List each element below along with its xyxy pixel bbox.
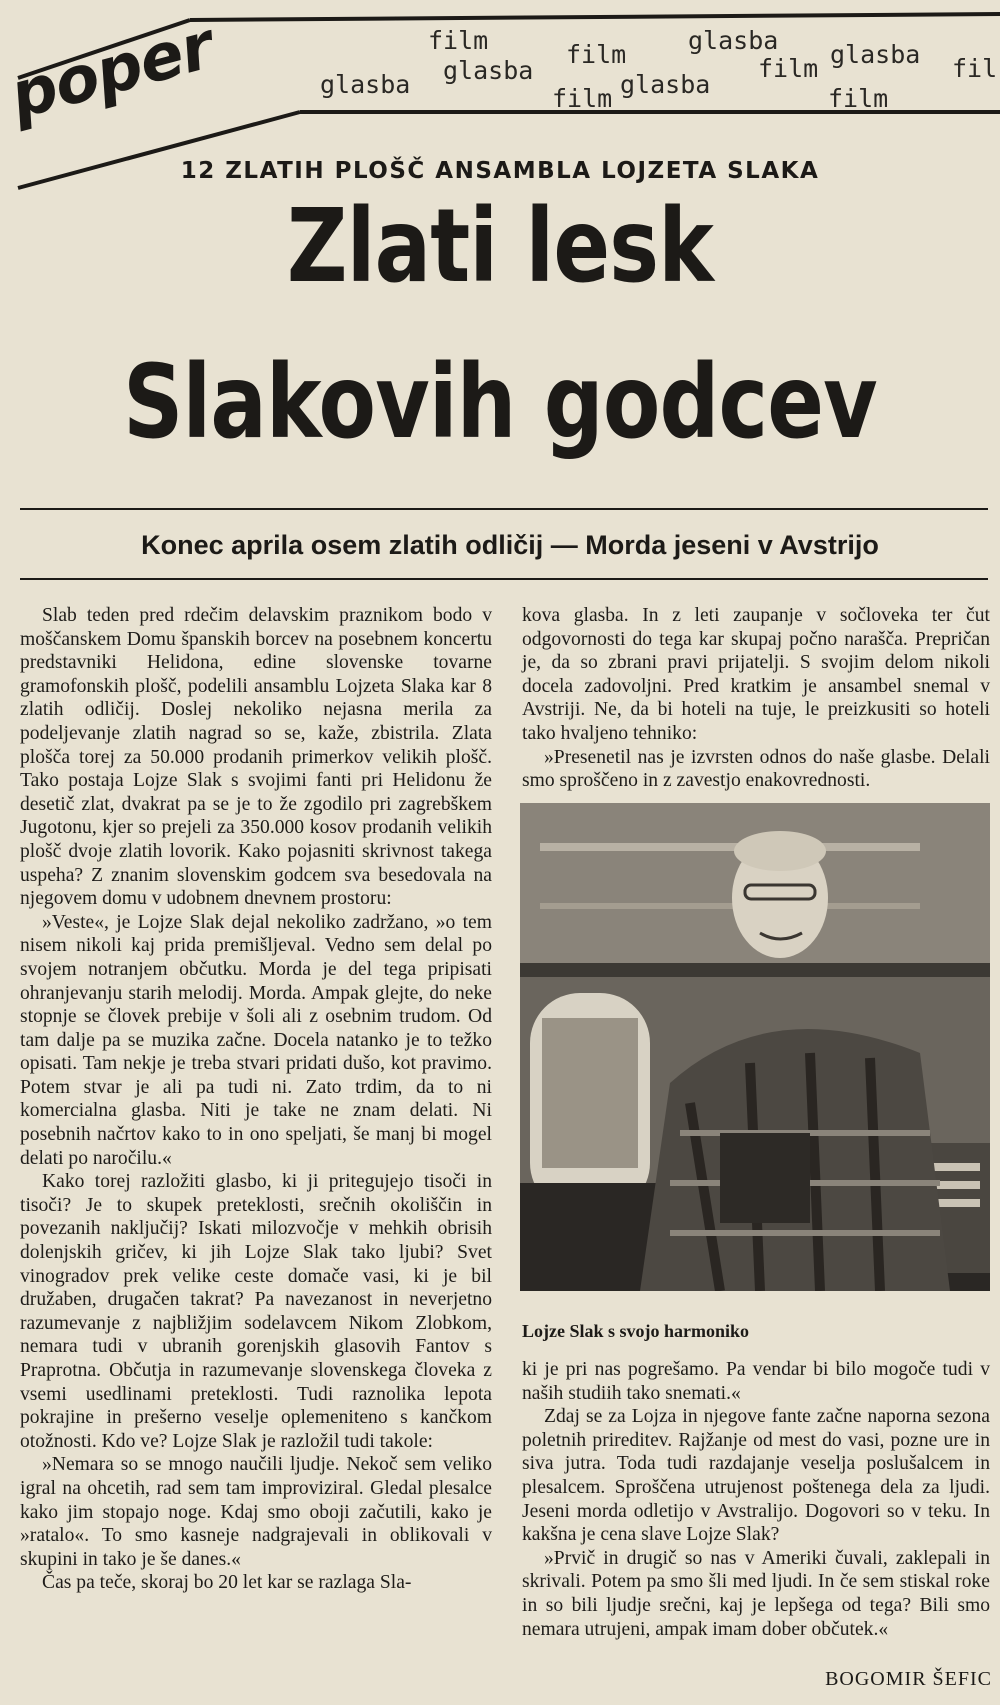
paragraph: Zdaj se za Lojza in njegove fante začne naporna sezona poletnih prireditev. Rajžanje od mest do vasi, pozne ure in siva jutra. Toda tudi razdajanje veselja poslušalcem in plesalcem. Sproščena utrujenost poštenega dela za ljudi. Jeseni morda odletijo v Avstralijo. Dogovori so v teku. In kakšna je cena slave Lojze Slak? bbox=[522, 1406, 990, 1546]
paragraph: »Presenetil nas je izvrsten odnos do naše glasbe. Delali smo sproščeno in z zavestjo enakovrednosti. bbox=[522, 746, 990, 792]
tag-text: glasba bbox=[320, 70, 411, 99]
paragraph: Slab teden pred rdečim delavskim praznikom bodo v moščanskem Domu španskih borcev na posebnem koncertu predstavniki Helidona, edine slovenske tovarne gramofonskih plošč, podelili ansamblu Lojzeta Slaka kar 8 zlatih odličij. Doslej nekoliko nejasna merila za podeljevanje zlatih nagrad so se, kaže, zbistrila. Zlata plošča torej za 50.000 prodanih primerkov velikih plošč. Tako postaja Lojze Slak s svojimi fanti pri Helidonu že desetič zlat, dvakrat pa se je to že zgodilo pri zagrebškem Jugotonu, kjer so prejeli za 350.000 kosov prodanih velikih plošč dvoje zlatih lovorik. Kako pojasniti skrivnost takega uspeha? Z znanim slovenskim godcem sva besedovala na njegovem domu v udobnem dnevnem prostoru: bbox=[20, 605, 492, 910]
article-column-2-top bbox=[522, 604, 990, 793]
tag-text: film bbox=[758, 54, 819, 83]
paragraph: Čas pa teče, skoraj bo 20 let kar se razlaga Sla- bbox=[42, 1572, 412, 1594]
paragraph: »Veste«, je Lojze Slak dejal nekoliko zadržano, »o tem nisem nikoli kaj prida premišljeval. Vedno sem delal po svojem notranjem občutku. Morda je del tega pripisati ohranjevanju starih melodij. Morda. Ampak glejte, do neke stopnje se človek prebije v šoli ali z osebnim trudom. Od tam dalje pa se muzika začne. Docela natanko je to težko opisati. Tam nekje je treba stvari pridati dušo, kot pravimo. Potem stvar je ali pa tudi ni. Zato trdim, da to ni komercialna glasba. Niti je take ne znam delati. Ni posebnih načrtov kako to in ono speljati, še manj bi mogel delati po naročilu.« bbox=[20, 911, 492, 1169]
section-title: poper bbox=[2, 9, 221, 134]
paragraph: »Nemara so se mnogo naučili ljudje. Nekoč sem veliko igral na ohcetih, rad sem tam improviziral. Gledal plesalce kako jim stopajo noge. Kdaj smo oboji začutili, kako je »ratalo«. To smo kasneje nadgrajevali in oblikovali v skupini in tako je še danes.« bbox=[20, 1454, 492, 1570]
photo-illustration bbox=[520, 803, 990, 1291]
paragraph: kova glasba. In z leti zaupanje v sočloveka ter čut odgovornosti do tega kar skupaj počno narašča. Prepričan je, da so zbrani pravi prijatelji. S svojim delom nikoli docela zadovoljni. Pred kratkim je ansambel snemal v Avstriji. Ne, da bi hoteli na tuje, le preizkusiti so hoteli tako hvaljeno tehniko: bbox=[522, 605, 990, 744]
tag-text: film bbox=[828, 84, 889, 113]
article-subhead: Konec aprila osem zlatih odličij — Morda jeseni v Avstrijo bbox=[141, 530, 879, 560]
tag-text: fil bbox=[952, 54, 998, 83]
article-column-1 bbox=[20, 604, 492, 1595]
photo-caption: Lojze Slak s svojo harmoniko bbox=[522, 1321, 750, 1341]
tag-text: glasba bbox=[443, 56, 534, 85]
article-kicker: 12 ZLATIH PLOŠČ ANSAMBLA LOJZETA SLAKA bbox=[180, 158, 820, 184]
tag-text: glasba bbox=[620, 70, 711, 99]
divider-rule bbox=[20, 578, 988, 580]
headline-line-1: Zlati lesk bbox=[286, 187, 714, 306]
tag-text: film bbox=[428, 26, 489, 55]
paragraph: »Prvič in drugič so nas v Ameriki čuvali, zaklepali in skrivali. Potem pa smo šli med ljudi. In če sem stiskal roke in so bili ljudje srečni, kaj je lepšega od tega? Bili smo nemara utrujeni, ampak imam dober občutek.« bbox=[522, 1547, 990, 1640]
tag-text: glasba bbox=[830, 40, 921, 69]
article-column-2-bottom bbox=[522, 1358, 990, 1641]
paragraph: ki je pri nas pogrešamo. Pa vendar bi bilo mogoče tudi v naših studiih tako snemati.« bbox=[522, 1359, 990, 1404]
article-photo bbox=[520, 803, 990, 1291]
divider-rule bbox=[20, 508, 988, 510]
tag-text: film bbox=[566, 40, 627, 69]
headline-line-2: Slakovih godcev bbox=[123, 343, 877, 462]
tag-text: film bbox=[552, 84, 613, 113]
paragraph: Kako torej razložiti glasbo, ki ji pritegujejo tisoči in tisoči? Je to skupek preteklosti, srečnih okoliščin in povezanih naključij? Iskati milozvočje v mehkih obrisih dolenjskih gričev, ki jih Lojze Slak tako ljubi? Svet vinogradov prek velike ceste domače vasi, ki je bil družaben, drugačen takrat? Pa navezanost in neverjetno razumevanje z najbližjim sodelavcem Nikom Zlobkom, nemara tudi v ubranih gorenjskih glasovih Fantov s Praprotna. Občutja in razumevanje slovenskega človeka z vsemi usedlinami preteklosti. Tudi raznolika lepota pokrajine in prešerno veselje oplemeniteno s kančkom otožnosti. Kdo ve? Lojze Slak je razložil tudi takole: bbox=[20, 1171, 492, 1452]
author-byline: BOGOMIR ŠEFIC bbox=[825, 1668, 992, 1690]
tag-text: glasba bbox=[688, 26, 779, 55]
